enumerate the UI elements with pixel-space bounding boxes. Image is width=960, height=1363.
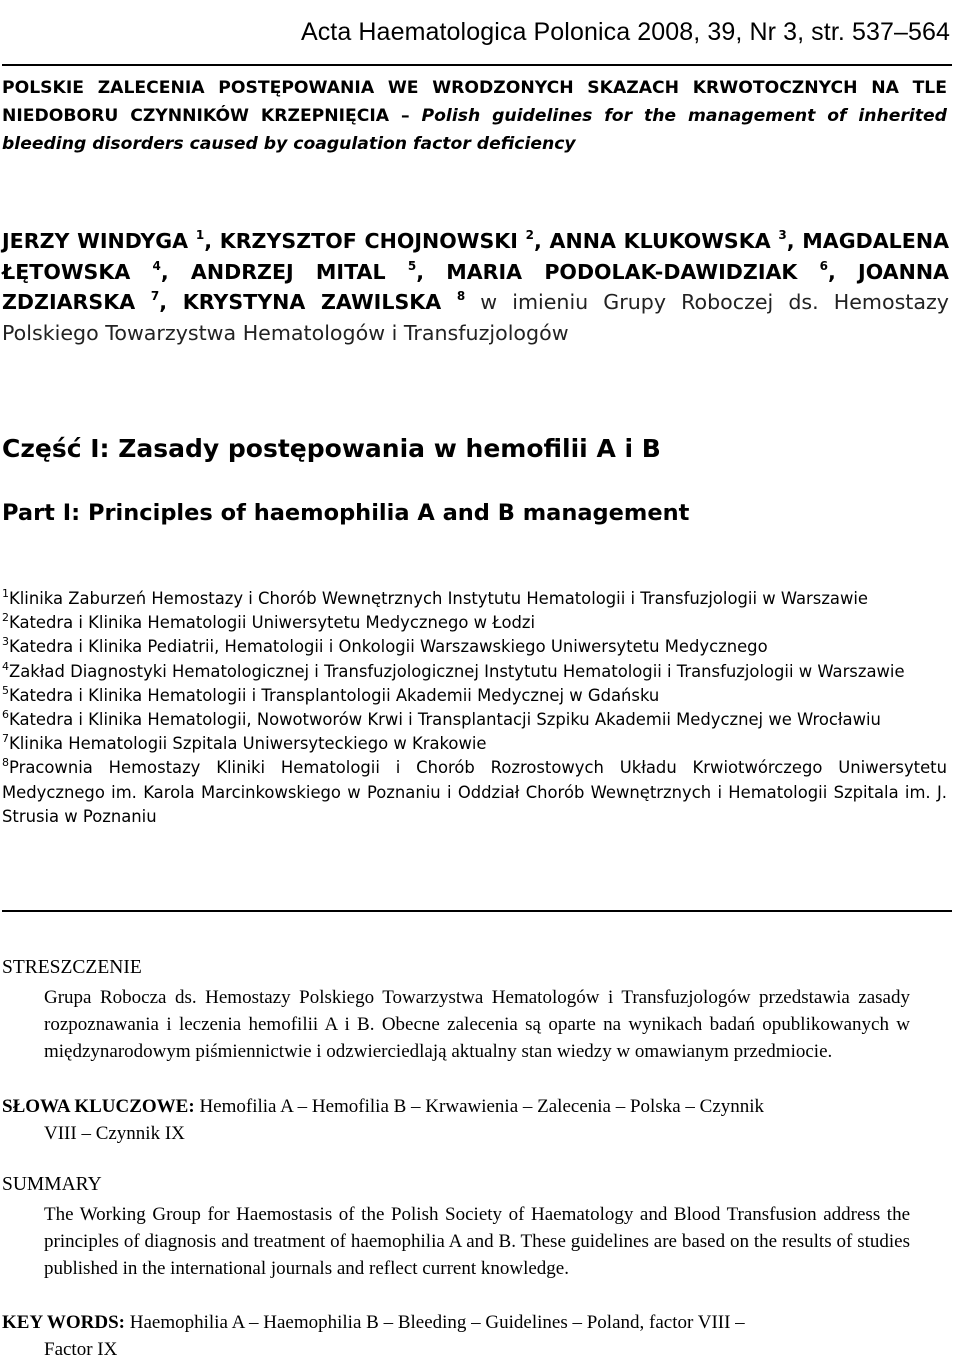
affiliation-number: 3 (2, 635, 9, 649)
author-affiliation-number: 2 (525, 228, 534, 242)
author-list (2, 226, 949, 348)
author-affiliation-number: 3 (778, 228, 787, 242)
affiliation-number: 2 (2, 611, 9, 625)
author-name: MARIA PODOLAK-DAWIDZIAK (446, 259, 820, 284)
author-separator: , (786, 229, 803, 253)
author-affiliation-number: 7 (150, 289, 160, 304)
article-title (2, 74, 947, 158)
summary-heading: SUMMARY (2, 1174, 102, 1195)
affiliation-item (2, 660, 947, 684)
keywords-line1-en: Haemophilia A – Haemophilia B – Bleeding – Guidelines – Poland, factor VIII – (125, 1312, 745, 1333)
affiliation-text: Katedra i Klinika Hematologii Uniwersytetu Medycznego w Łodzi (9, 613, 536, 633)
author-name: JOANNA ZDZIARSKA (2, 259, 949, 315)
part-title-polish: Część I: Zasady postępowania w hemofilii A i B (2, 434, 661, 463)
affiliation-text: Katedra i Klinika Pediatrii, Hematologii i Onkologii Warszawskiego Uniwersytetu Medycznego (9, 637, 768, 657)
keywords-label-en: KEY WORDS: (2, 1312, 125, 1333)
affiliation-text: Katedra i Klinika Hematologii i Transplantologii Akademii Medycznej w Gdańsku (9, 685, 660, 705)
affiliation-number: 5 (2, 683, 9, 697)
affiliation-text: Klinika Hematologii Szpitala Uniwersyteckiego w Krakowie (9, 734, 487, 754)
author-name: JERZY WINDYGA (2, 229, 196, 253)
streszczenie-keywords (2, 1093, 910, 1147)
affiliation-text: Klinika Zaburzeń Hemostazy i Chorób Wewnętrznych Instytutu Hematologii i Transfuzjologii w Warszawie (9, 589, 869, 608)
journal-citation: Acta Haematologica Polonica 2008, 39, Nr 3, str. 537–564 (300, 18, 950, 46)
keywords-line1-pl: Hemofilia A – Hemofilia B – Krwawienia – Zalecenia – Polska – Czynnik (194, 1096, 765, 1117)
author-separator: , (416, 259, 447, 284)
author-affiliation-number: 4 (152, 258, 161, 273)
author-name: ANNA KLUKOWSKA (549, 229, 779, 253)
streszczenie-body: Grupa Robocza ds. Hemostazy Polskiego Towarzystwa Hematologów i Transfuzjologów przedstawia zasady rozpoznawania i leczenia hemofilii A i B. Obecne zalecenia są oparte na wynikach badań opublikowanych w międzynarodowym piśmiennictwie i odzwierciedlają aktualny stan wiedzy w omawianym przedmiocie. (44, 987, 910, 1063)
author-name: KRZYSZTOF CHOJNOWSKI (219, 229, 526, 253)
affiliation-number: 7 (2, 732, 9, 746)
header-rule (2, 64, 952, 66)
author-name: MAGDALENA ŁĘTOWSKA (2, 229, 950, 284)
author-affiliation-number: 8 (456, 289, 466, 304)
author-name: KRYSTYNA ZAWILSKA (182, 290, 457, 315)
author-separator: , (159, 290, 183, 315)
author-separator: , (204, 229, 220, 253)
author-affiliation-number: 5 (407, 258, 417, 273)
affiliation-number: 8 (2, 756, 9, 770)
affiliation-item (2, 684, 947, 708)
affiliation-number: 6 (2, 708, 9, 722)
author-separator: , (827, 259, 859, 284)
title-dash: – (389, 106, 422, 126)
affiliation-item (2, 635, 947, 659)
affiliations-list (2, 587, 947, 829)
affiliation-text: Zakład Diagnostyki Hematologicznej i Transfuzjologicznej Instytutu Hematologii i Transfuzjologii w Warszawie (9, 661, 905, 681)
author-affiliation-number: 6 (819, 258, 828, 273)
author-separator: , (534, 229, 550, 253)
title-english: Polish guidelines for the management of inherited bleeding disorders caused by coagulation factor deficiency (2, 106, 947, 154)
summary-keywords (2, 1309, 910, 1363)
affiliation-text: Katedra i Klinika Hematologii, Nowotworów Krwi i Transplantacji Szpiku Akademii Medycznej we Wrocławiu (9, 710, 881, 730)
author-name: ANDRZEJ MITAL (190, 259, 408, 284)
affiliation-item (2, 708, 947, 732)
affiliation-number: 1 (2, 587, 9, 600)
author-separator: , (160, 259, 191, 284)
summary-body: The Working Group for Haemostasis of the Polish Society of Haematology and Blood Transfusion address the principles of diagnosis and treatment of haemophilia A and B. These guidelines are based on the results of studies published in the international journals and reflect current knowledge. (44, 1204, 910, 1280)
working-group-note: w imieniu Grupy Roboczej ds. Hemostazy Polskiego Towarzystwa Hematologów i Transfuzjologów (2, 290, 949, 345)
affiliation-number: 4 (2, 659, 9, 673)
affiliation-item (2, 732, 947, 756)
keywords-label-pl: SŁOWA KLUCZOWE: (2, 1096, 195, 1117)
title-polish: POLSKIE ZALECENIA POSTĘPOWANIA WE WRODZONYCH SKAZACH KRWOTOCZNYCH NA TLE NIEDOBORU CZYNNIKÓW KRZEPNIĘCIA (2, 78, 947, 126)
affiliation-item (2, 756, 947, 829)
affiliation-text: Pracownia Hemostazy Kliniki Hematologii i Chorób Rozrostowych Układu Krwiotwórczego Uniwersytetu Medycznego im. Karola Marcinkowskiego w Poznaniu i Oddział Chorób Wewnętrznych i Hematologii Szpitala im. J. Strusia w Poznaniu (2, 758, 947, 826)
keywords-line2-pl: VIII – Czynnik IX (44, 1123, 185, 1145)
keywords-line2-en: Factor IX (44, 1339, 118, 1361)
section-rule (2, 910, 952, 912)
part-title-english: Part I: Principles of haemophilia A and B management (2, 500, 690, 526)
affiliation-item (2, 587, 947, 611)
streszczenie-heading: STRESZCZENIE (2, 957, 142, 978)
affiliation-item (2, 611, 947, 635)
author-affiliation-number: 1 (195, 228, 205, 242)
